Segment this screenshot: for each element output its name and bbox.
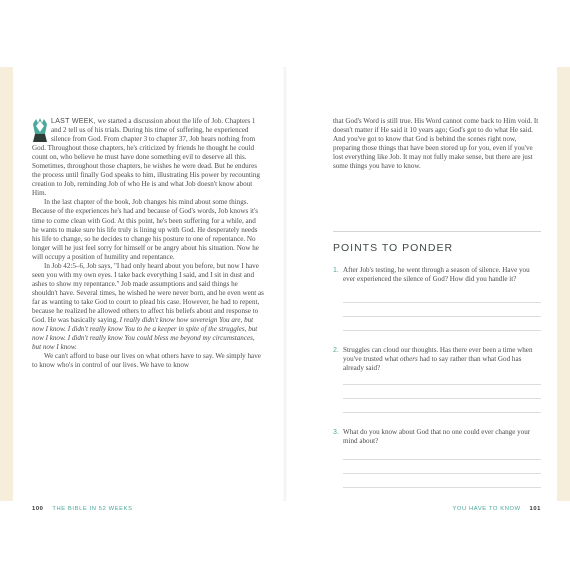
question-3-body: What do you know about God that no one could ever change your mind about?	[343, 428, 531, 446]
paragraph-4: We can't afford to base our lives on what others have to say. We simply have to know who's in control of our lives. We have to know	[32, 352, 261, 370]
answer-line[interactable]	[343, 316, 541, 317]
answer-line[interactable]	[343, 384, 541, 385]
question-2-text	[343, 346, 539, 373]
question-1-body: After Job's testing, he went through a season of silence. Have you ever experienced the silence of God? How did you handle it?	[343, 266, 530, 284]
answer-line[interactable]	[343, 330, 541, 331]
answer-line[interactable]	[343, 302, 541, 303]
book-spread	[0, 67, 570, 512]
right-page-number: 101	[529, 506, 541, 512]
paragraph-3-italic-quote: I really didn't know how sovereign You are, but now I know. I didn't really know You to be a keeper in spite of the struggles, but now I know. I didn't really know You could bless me beyond my circumstances, but now I know.	[32, 316, 258, 352]
paragraph-3-text: In Job 42:5–6, Job says, "I had only heard about you before, but now I have seen you with my own eyes. I take back everything I said, and I sit in dust and ashes to show my repentance." Job made assumptions and said things he shouldn't have. Several times, he wished he were never born, and he even went as far as wanting to take God to court to plead his case. However, he had to repent, because he realized he allowed others to affect his beliefs about and response to God. He was basically saying,	[32, 261, 264, 325]
left-footer	[32, 506, 133, 512]
answer-line[interactable]	[343, 412, 541, 413]
left-page-margin	[0, 67, 13, 501]
section-divider	[333, 231, 541, 232]
question-3-text	[343, 428, 539, 446]
question-1-text	[343, 266, 539, 284]
right-footer	[452, 506, 541, 512]
points-to-ponder-heading: POINTS TO PONDER	[333, 242, 454, 254]
question-1-number: 1.	[333, 267, 339, 274]
right-page	[285, 67, 557, 512]
right-continuation-text: that God's Word is still true. His Word cannot come back to Him void. It doesn't matter if He said it 10 years ago; God's got to do what He said. And you've got to know that God is behind the scenes right now, preparing those things that have been stored up for you, even if you've lost everything like Job. It may not fully make sense, but there are just some things you have to know.	[333, 117, 539, 171]
answer-line[interactable]	[343, 398, 541, 399]
lead-in-caps: LAST WEEK,	[51, 118, 96, 125]
right-running-footer: YOU HAVE TO KNOW	[452, 506, 521, 512]
answer-line[interactable]	[343, 473, 541, 474]
left-body-text	[32, 117, 264, 370]
paragraph-3	[32, 262, 264, 352]
paragraph-2: In the last chapter of the book, Job changes his mind about some things. Because of the experiences he's had and because of God's words, Job knows it's time to come clean with God. At this point, he's been suffering for a while, and he wants to make sure his life truly is lining up with God. He desperately needs his life to change, so he decides to change his posture to one of repentance. No longer will he just feel sorry for himself or be angry about his situation. Now he will occupy a position of humility and repentance.	[32, 198, 259, 261]
left-running-footer: THE BIBLE IN 52 WEEKS	[52, 506, 133, 512]
question-2-body-start: Struggles can cloud our thoughts. Has there ever been a time when you've trusted what	[343, 346, 533, 364]
question-2-number: 2.	[333, 347, 339, 354]
left-page	[13, 67, 285, 512]
left-page-number: 100	[32, 506, 44, 512]
question-2-body-end: had to say rather than what God has already said?	[343, 355, 522, 373]
answer-line[interactable]	[343, 487, 541, 488]
gem-ornament-icon	[32, 117, 48, 143]
answer-line[interactable]	[343, 459, 541, 460]
question-2-italic: others	[400, 355, 418, 364]
right-page-margin	[557, 67, 570, 501]
paragraph-1-text: we started a discussion about the life of Job. Chapters 1 and 2 tell us of his trials. During his time of suffering, he experienced silence from God. From chapter 3 to chapter 37, Job hears nothing from God. Throughout those chapters, he's criticized by friends he thought he could count on, who believe he must have done something evil to deserve all this. Sometimes, throughout those chapters, he wishes he were dead. But he endures the process until finally God speaks to him, illustrating His power by recounting creation to Job, reminding Job of who He is and what Job doesn't know about Him.	[32, 117, 260, 198]
opening-paragraph	[32, 117, 264, 198]
question-3-number: 3.	[333, 429, 339, 436]
